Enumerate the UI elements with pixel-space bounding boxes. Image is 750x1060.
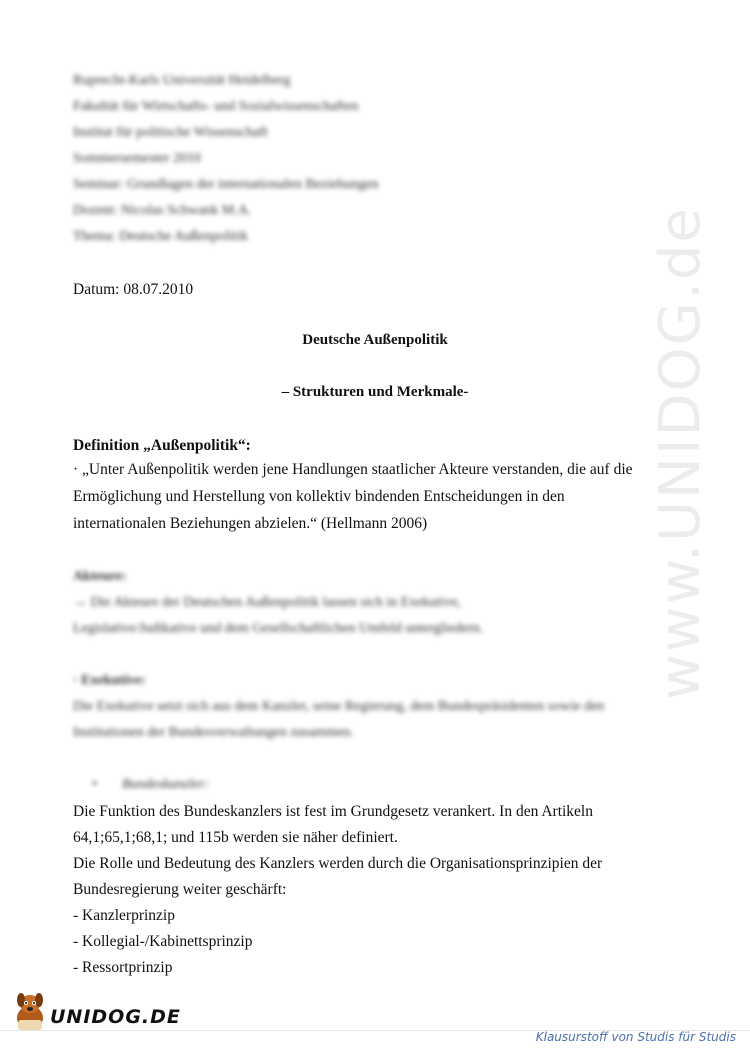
watermark: www.UNIDOG.de [648, 206, 713, 700]
header-line: Thema: Deutsche Außenpolitik [73, 229, 248, 244]
date-line: Datum: 08.07.2010 [73, 281, 194, 298]
exekutive-line: Institutionen der Bundesverwaltungen zusammen. [73, 725, 354, 740]
definition-line: internationalen Beziehungen abzielen.“ (Hellmann 2006) [73, 515, 428, 532]
document-title: Deutsche Außenpolitik [302, 332, 448, 348]
akteure-heading: Akteure: [73, 569, 127, 584]
akteure-line: Legislative/Judikative und dem Gesellschaftlichen Umfeld untergliedern. [73, 621, 484, 636]
header-line: Fakultät für Wirtschafts- und Sozialwissenschaften [73, 99, 359, 114]
header-line: Institut für politische Wissenschaft [73, 125, 268, 140]
bullet-icon: • [92, 777, 97, 792]
exekutive-line: Die Exekutive setzt sich aus dem Kanzler, seine Regierung, dem Bundespräsidenten sowie den [73, 699, 605, 714]
list-item: - Kanzlerprinzip [73, 907, 175, 924]
document-subtitle: – Strukturen und Merkmale- [281, 384, 469, 400]
definition-line: · „Unter Außenpolitik werden jene Handlungen staatlicher Akteure verstanden, die auf die [73, 461, 633, 478]
exekutive-heading: · Exekutive: [73, 673, 146, 688]
header-line: Seminar: Grundlagen der internationalen Beziehungen [73, 177, 379, 192]
body-line: Die Funktion des Bundeskanzlers ist fest im Grundgesetz verankert. In den Artikeln [73, 803, 593, 820]
header-line: Sommersemester 2010 [73, 151, 201, 166]
logo-text: UNIDOG.DE [50, 1006, 181, 1028]
dog-logo-icon [10, 990, 50, 1034]
list-item: - Ressortprinzip [73, 959, 173, 976]
definition-line: Ermöglichung und Herstellung von kollektiv bindenden Entscheidungen in den [73, 488, 565, 505]
bundeskanzler-heading: Bundeskanzler: [122, 777, 210, 792]
header-line: Dozent: Nicolas Schwank M.A. [73, 203, 252, 218]
akteure-line: → Die Akteure der Deutschen Außenpolitik lassen sich in Exekutive, [73, 595, 462, 610]
body-line: Die Rolle und Bedeutung des Kanzlers werden durch die Organisationsprinzipien der [73, 855, 603, 872]
definition-heading: Definition „Außenpolitik“: [73, 437, 251, 454]
header-line: Ruprecht-Karls Universität Heidelberg [73, 73, 291, 88]
list-item: - Kollegial-/Kabinettsprinzip [73, 933, 253, 950]
body-line: 64,1;65,1;68,1; und 115b werden sie näher definiert. [73, 829, 398, 846]
footer-slogan: Klausurstoff von Studis für Studis [535, 1030, 736, 1044]
body-line: Bundesregierung weiter geschärft: [73, 881, 287, 898]
